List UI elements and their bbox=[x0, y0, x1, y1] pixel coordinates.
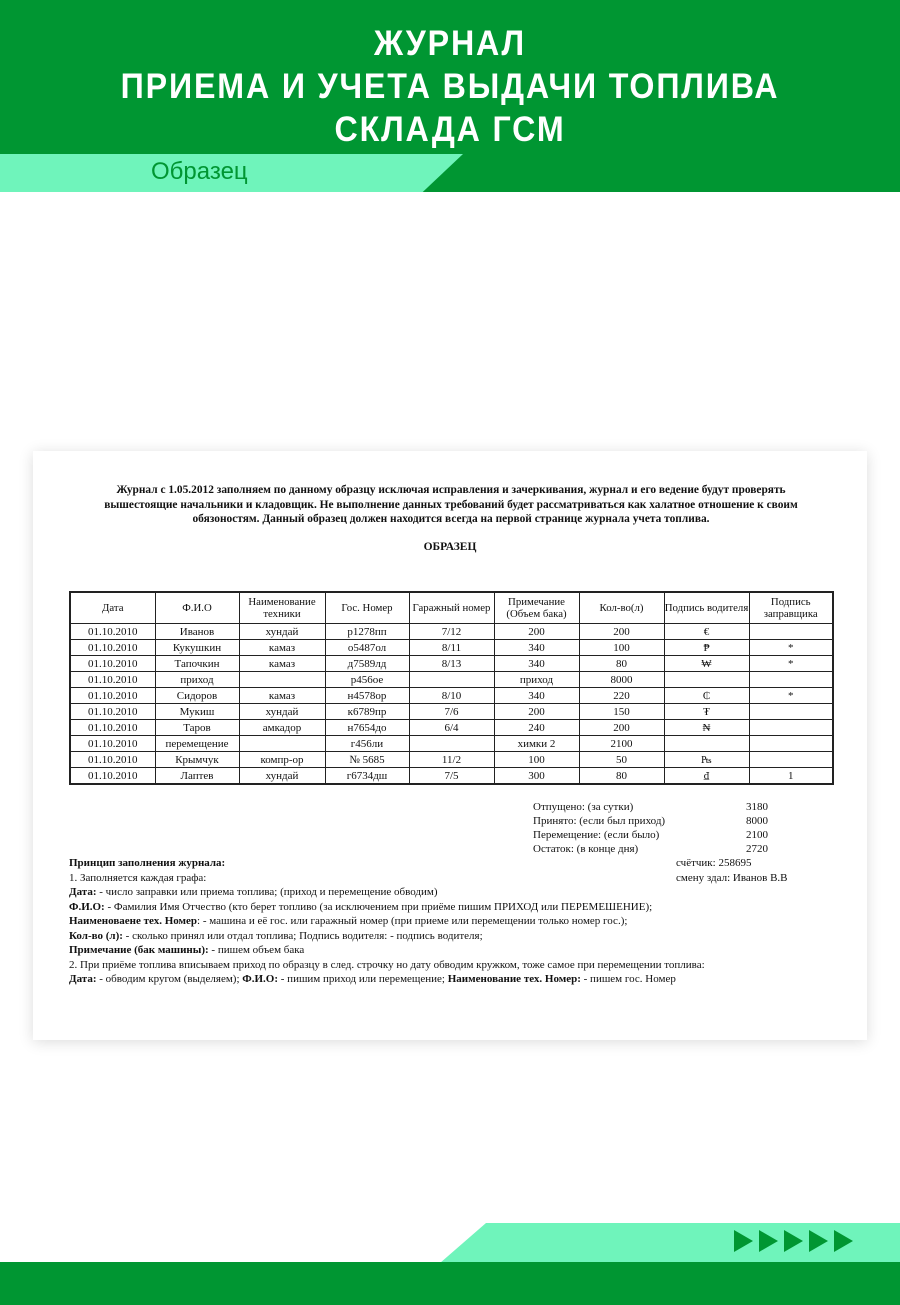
play-arrow-icon bbox=[734, 1230, 753, 1252]
col-header-driver-sign: Подпись водителя bbox=[664, 592, 749, 624]
total-label: Перемещение: (если было) bbox=[533, 829, 660, 841]
cell-name: Тапочкин bbox=[155, 656, 239, 672]
intro-line: Журнал с 1.05.2012 заполняем по данному образцу исключая исправления и зачеркивания, журнал и его ведение будут проверять bbox=[116, 484, 786, 496]
rules-line: Наименоваене тех. Номер: - машина и её гос. или гаражный номер (при приеме или перемещении только номер гос.); bbox=[69, 915, 628, 927]
cell-name: приход bbox=[155, 672, 239, 688]
cell-plate: н7654до bbox=[325, 720, 409, 736]
cell-vehicle: компр-ор bbox=[239, 752, 325, 768]
cell-qty: 100 bbox=[579, 640, 664, 656]
cell-driver-sign: ₱ bbox=[664, 640, 749, 656]
next-arrows bbox=[734, 1230, 853, 1252]
cell-vehicle bbox=[239, 672, 325, 688]
cell-vehicle: хундай bbox=[239, 624, 325, 640]
cell-qty: 80 bbox=[579, 656, 664, 672]
total-value: 2100 bbox=[746, 829, 768, 841]
cell-name: Мукиш bbox=[155, 704, 239, 720]
cell-plate: о5487ол bbox=[325, 640, 409, 656]
cell-fueler-sign bbox=[749, 704, 833, 720]
col-header-vehicle: Наименование техники bbox=[239, 592, 325, 624]
cell-qty: 2100 bbox=[579, 736, 664, 752]
cell-vehicle: камаз bbox=[239, 640, 325, 656]
total-row bbox=[533, 814, 786, 828]
cell-driver-sign: € bbox=[664, 624, 749, 640]
rules-line: Дата: - число заправки или приема топлива; (приход и перемещение обводим) bbox=[69, 886, 438, 898]
table-row bbox=[70, 768, 833, 785]
col-header-qty: Кол-во(л) bbox=[579, 592, 664, 624]
cell-name: Лаптев bbox=[155, 768, 239, 785]
cell-name: Сидоров bbox=[155, 688, 239, 704]
cell-fueler-sign bbox=[749, 624, 833, 640]
total-label: Остаток: (в конце дня) bbox=[533, 843, 639, 855]
cell-date: 01.10.2010 bbox=[70, 720, 155, 736]
cell-garage: 8/10 bbox=[409, 688, 494, 704]
cell-date: 01.10.2010 bbox=[70, 752, 155, 768]
rules-line: Кол-во (л): - сколько принял или отдал топлива; Подпись водителя: - подпись водителя; bbox=[69, 929, 483, 942]
cell-plate: д7589лд bbox=[325, 656, 409, 672]
cell-vehicle: амкадор bbox=[239, 720, 325, 736]
cell-name: Кукушкин bbox=[155, 640, 239, 656]
cell-driver-sign bbox=[664, 672, 749, 688]
cell-name: перемещение bbox=[155, 736, 239, 752]
cell-plate: к6789пр bbox=[325, 704, 409, 720]
total-value: 8000 bbox=[746, 815, 768, 827]
cell-date: 01.10.2010 bbox=[70, 672, 155, 688]
cell-qty: 200 bbox=[579, 720, 664, 736]
intro-text bbox=[63, 483, 839, 527]
cell-vehicle bbox=[239, 736, 325, 752]
total-value: 2720 bbox=[746, 843, 768, 855]
intro-line: вышестоящие начальники и кладовщик. Не выполнение данных требований будет рассматриваться как халатное отношение к своим bbox=[104, 498, 798, 511]
cell-note: 340 bbox=[494, 656, 579, 672]
table-header-row bbox=[70, 592, 833, 624]
col-header-garage: Гаражный номер bbox=[409, 592, 494, 624]
total-label: Принято: (если был приход) bbox=[533, 815, 666, 827]
cell-name: Крымчук bbox=[155, 752, 239, 768]
total-label: Отпущено: (за сутки) bbox=[533, 801, 634, 813]
table-row bbox=[70, 688, 833, 704]
play-arrow-icon bbox=[759, 1230, 778, 1252]
cell-garage: 8/13 bbox=[409, 656, 494, 672]
filling-rules bbox=[69, 856, 809, 987]
title-line: ПРИЕМА И УЧЕТА ВЫДАЧИ ТОПЛИВА bbox=[120, 67, 780, 106]
cell-garage: 7/6 bbox=[409, 704, 494, 720]
play-arrow-icon bbox=[834, 1230, 853, 1252]
title-line: ЖУРНАЛ bbox=[374, 24, 526, 63]
table-row bbox=[70, 640, 833, 656]
cell-garage: 6/4 bbox=[409, 720, 494, 736]
cell-fueler-sign bbox=[749, 720, 833, 736]
intro-line: обязоностям. Данный образец должен находится всегда на первой странице журнала учета топлива. bbox=[192, 513, 710, 525]
table-row bbox=[70, 656, 833, 672]
rules-line: Ф.И.О: - Фамилия Имя Отчество (кто берет топливо (за исключением при приёме пишим ПРИХОД или ПЕРЕМЕШЕНИЕ); bbox=[69, 900, 653, 913]
cell-vehicle: камаз bbox=[239, 656, 325, 672]
cell-plate: р456ое bbox=[325, 672, 409, 688]
cell-driver-sign bbox=[664, 736, 749, 752]
cell-date: 01.10.2010 bbox=[70, 656, 155, 672]
cell-note: 200 bbox=[494, 624, 579, 640]
col-header-fueler-sign: Подпись заправщика bbox=[749, 592, 833, 624]
col-header-plate: Гос. Номер bbox=[325, 592, 409, 624]
total-row bbox=[533, 800, 786, 814]
table-row bbox=[70, 752, 833, 768]
cell-note: 340 bbox=[494, 640, 579, 656]
cell-note: 200 bbox=[494, 704, 579, 720]
table-row bbox=[70, 704, 833, 720]
cell-name: Таров bbox=[155, 720, 239, 736]
cell-driver-sign: ₩ bbox=[664, 656, 749, 672]
cell-driver-sign: ₮ bbox=[664, 704, 749, 720]
cell-qty: 80 bbox=[579, 768, 664, 785]
cell-date: 01.10.2010 bbox=[70, 704, 155, 720]
cell-fueler-sign: 1 bbox=[749, 768, 833, 785]
table-row bbox=[70, 624, 833, 640]
cell-fueler-sign bbox=[749, 736, 833, 752]
cell-note: 100 bbox=[494, 752, 579, 768]
cell-garage: 7/12 bbox=[409, 624, 494, 640]
total-row bbox=[533, 842, 786, 856]
cell-qty: 220 bbox=[579, 688, 664, 704]
cell-date: 01.10.2010 bbox=[70, 624, 155, 640]
table-row bbox=[70, 672, 833, 688]
col-header-date: Дата bbox=[70, 592, 155, 624]
rules-line: 1. Заполняется каждая графа: bbox=[69, 871, 207, 884]
title-line: СКЛАДА ГСМ bbox=[334, 110, 566, 149]
cell-note: 340 bbox=[494, 688, 579, 704]
cell-driver-sign: ₵ bbox=[664, 688, 749, 704]
cell-fueler-sign bbox=[749, 672, 833, 688]
play-arrow-icon bbox=[809, 1230, 828, 1252]
cell-driver-sign: ₦ bbox=[664, 720, 749, 736]
counter-reading: счётчик: 258695 bbox=[676, 857, 752, 869]
footer-bar bbox=[0, 1262, 900, 1305]
cell-qty: 200 bbox=[579, 624, 664, 640]
cell-qty: 8000 bbox=[579, 672, 664, 688]
cell-date: 01.10.2010 bbox=[70, 768, 155, 785]
cell-date: 01.10.2010 bbox=[70, 736, 155, 752]
document-card bbox=[33, 451, 867, 1040]
cell-fueler-sign: * bbox=[749, 640, 833, 656]
cell-fueler-sign: * bbox=[749, 688, 833, 704]
cell-note: 300 bbox=[494, 768, 579, 785]
sample-heading: ОБРАЗЕЦ bbox=[423, 541, 477, 553]
cell-garage: 7/5 bbox=[409, 768, 494, 785]
cell-garage bbox=[409, 672, 494, 688]
col-header-name: Ф.И.О bbox=[155, 592, 239, 624]
table-row bbox=[70, 720, 833, 736]
cell-garage: 11/2 bbox=[409, 752, 494, 768]
rules-title: Принцип заполнения журнала: bbox=[69, 857, 226, 869]
cell-vehicle: хундай bbox=[239, 768, 325, 785]
play-arrow-icon bbox=[784, 1230, 803, 1252]
cell-garage bbox=[409, 736, 494, 752]
cell-plate: г456ли bbox=[325, 736, 409, 752]
cell-plate: р1278пп bbox=[325, 624, 409, 640]
page-title bbox=[36, 22, 864, 151]
rules-line: 2. При приёме топлива вписываем приход по образцу в след. строчку но дату обводим кружком, тоже самое при перемещении топлива: bbox=[69, 958, 705, 971]
cell-fueler-sign bbox=[749, 752, 833, 768]
cell-plate: № 5685 bbox=[325, 752, 409, 768]
cell-driver-sign: ₧ bbox=[664, 752, 749, 768]
total-row bbox=[533, 828, 786, 842]
rules-line: Дата: - обводим кругом (выделяем); Ф.И.О: - пишим приход или перемещение; Наименование тех. Номер: - пишем гос. Номер bbox=[69, 973, 676, 985]
table-row bbox=[70, 736, 833, 752]
cell-garage: 8/11 bbox=[409, 640, 494, 656]
rules-line: Примечание (бак машины): - пишем объем бака bbox=[69, 944, 305, 956]
cell-note: химки 2 bbox=[494, 736, 579, 752]
cell-note: 240 bbox=[494, 720, 579, 736]
cell-vehicle: хундай bbox=[239, 704, 325, 720]
cell-fueler-sign: * bbox=[749, 656, 833, 672]
cell-plate: г6734дш bbox=[325, 768, 409, 785]
cell-plate: н4578ор bbox=[325, 688, 409, 704]
cell-qty: 150 bbox=[579, 704, 664, 720]
totals-block bbox=[533, 800, 786, 856]
cell-name: Иванов bbox=[155, 624, 239, 640]
cell-note: приход bbox=[494, 672, 579, 688]
cell-driver-sign: ₫ bbox=[664, 768, 749, 785]
journal-table bbox=[69, 591, 834, 785]
cell-qty: 50 bbox=[579, 752, 664, 768]
shift-handed-by: смену здал: Иванов В.В bbox=[676, 871, 788, 884]
col-header-note: Примечание (Объем бака) bbox=[494, 592, 579, 624]
total-value: 3180 bbox=[746, 801, 768, 813]
cell-date: 01.10.2010 bbox=[70, 640, 155, 656]
cell-date: 01.10.2010 bbox=[70, 688, 155, 704]
sample-ribbon-label: Образец bbox=[151, 158, 248, 185]
cell-vehicle: камаз bbox=[239, 688, 325, 704]
